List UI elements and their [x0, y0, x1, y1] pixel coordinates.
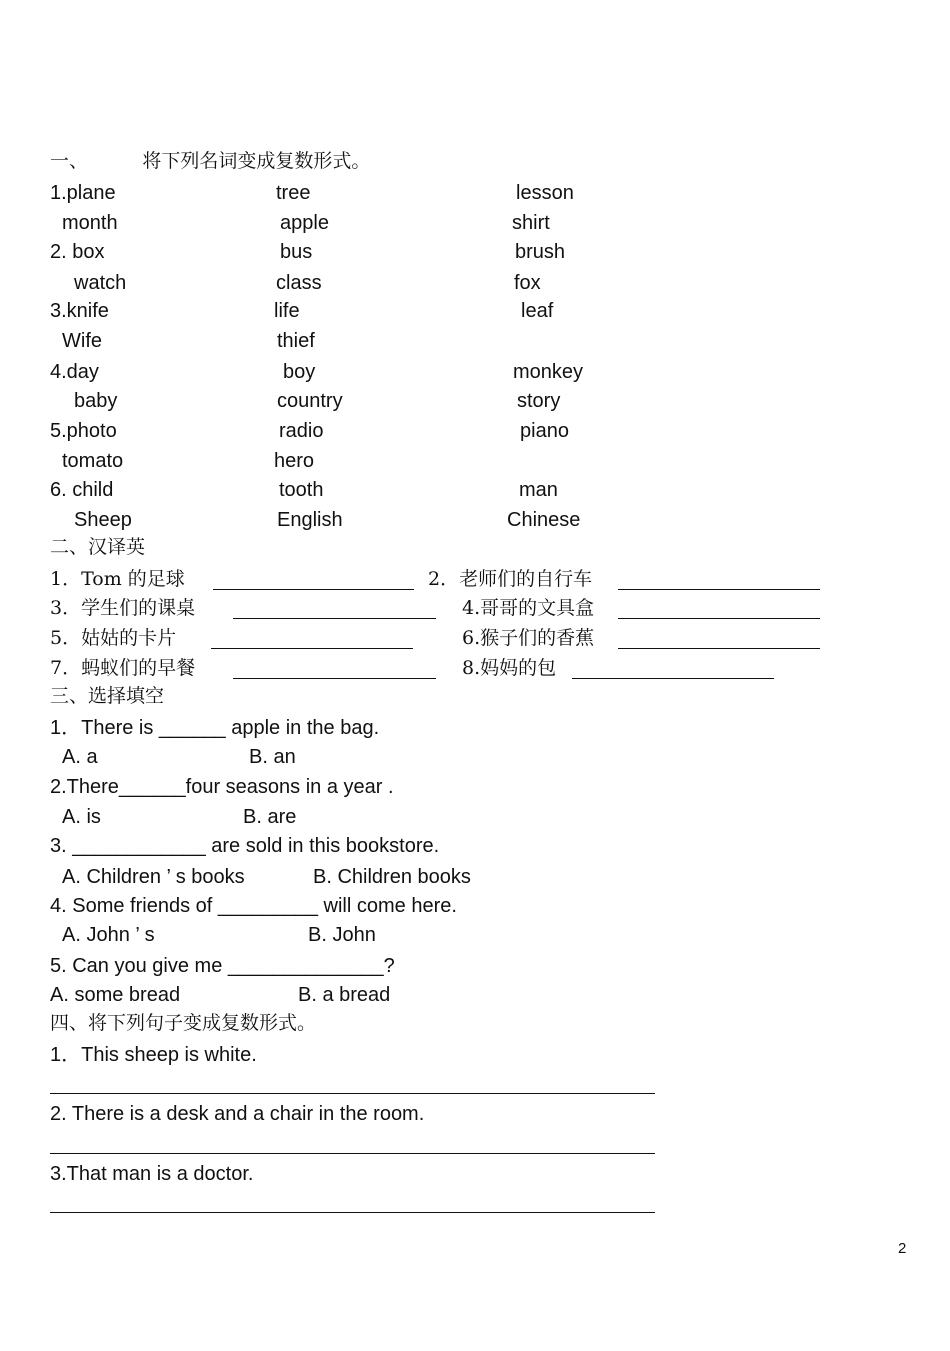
- word: man: [519, 479, 558, 501]
- word: piano: [520, 420, 569, 442]
- page-number: 2: [898, 1240, 907, 1257]
- option-b[interactable]: B. Children books: [313, 866, 471, 888]
- option-a[interactable]: A. John ’ s: [62, 924, 155, 946]
- word: thief: [277, 330, 315, 352]
- answer-blank[interactable]: [618, 618, 820, 619]
- word: boy: [283, 361, 316, 383]
- option-a[interactable]: A. Children ’ s books: [62, 866, 245, 888]
- option-b[interactable]: B. John: [308, 924, 376, 946]
- word: leaf: [521, 300, 554, 322]
- word: tomato: [62, 450, 124, 472]
- word: tooth: [279, 479, 324, 501]
- word: 1.plane: [50, 182, 116, 204]
- translate-item: 1．Tom 的足球: [50, 568, 185, 590]
- word: apple: [280, 212, 329, 234]
- word: English: [277, 509, 343, 531]
- word: lesson: [516, 182, 574, 204]
- answer-blank[interactable]: [233, 678, 436, 679]
- question-text: 1．There is ______ apple in the bag.: [50, 717, 380, 739]
- question-text: 5. Can you give me ______________?: [50, 955, 395, 977]
- word: country: [277, 390, 343, 412]
- sentence-prompt: 3.That man is a doctor.: [50, 1163, 254, 1185]
- word: brush: [515, 241, 566, 263]
- question-text: 4. Some friends of _________ will come here.: [50, 895, 457, 917]
- answer-line[interactable]: [50, 1093, 655, 1094]
- word: story: [517, 390, 561, 412]
- word: 6. child: [50, 479, 114, 501]
- translate-item: 5．姑姑的卡片: [50, 627, 177, 649]
- translate-item: 3．学生们的课桌: [50, 597, 196, 619]
- word: radio: [279, 420, 324, 442]
- option-b[interactable]: B. a bread: [298, 984, 391, 1006]
- section1-title: 一、 将下列名词变成复数形式。: [50, 150, 371, 172]
- word: fox: [514, 272, 541, 294]
- answer-blank[interactable]: [572, 678, 774, 679]
- option-b[interactable]: B. are: [243, 806, 297, 828]
- question-text: 2.There______four seasons in a year .: [50, 776, 394, 798]
- word: 4.day: [50, 361, 99, 383]
- answer-blank[interactable]: [618, 648, 820, 649]
- answer-line[interactable]: [50, 1212, 655, 1213]
- answer-blank[interactable]: [618, 589, 820, 590]
- answer-blank[interactable]: [213, 589, 414, 590]
- word: tree: [276, 182, 311, 204]
- translate-item: 2．老师们的自行车: [428, 568, 593, 590]
- answer-blank[interactable]: [233, 618, 436, 619]
- word: Sheep: [74, 509, 132, 531]
- word: life: [274, 300, 300, 322]
- word: Wife: [62, 330, 102, 352]
- sentence-prompt: 2. There is a desk and a chair in the room.: [50, 1103, 425, 1125]
- word: hero: [274, 450, 315, 472]
- translate-item: 6.猴子们的香蕉: [462, 627, 595, 649]
- word: 5.photo: [50, 420, 117, 442]
- question-text: 3. ____________ are sold in this bookstore.: [50, 835, 440, 857]
- translate-item: 8.妈妈的包: [462, 657, 557, 679]
- answer-line[interactable]: [50, 1153, 655, 1154]
- option-b[interactable]: B. an: [249, 746, 296, 768]
- word: baby: [74, 390, 118, 412]
- section2-title: 二、汉译英: [50, 536, 146, 558]
- word: shirt: [512, 212, 550, 234]
- word: watch: [74, 272, 127, 294]
- section3-title: 三、选择填空: [50, 685, 165, 707]
- word: bus: [280, 241, 313, 263]
- option-a[interactable]: A. is: [62, 806, 101, 828]
- word: Chinese: [507, 509, 581, 531]
- word: 3.knife: [50, 300, 109, 322]
- section4-title: 四、将下列句子变成复数形式。: [50, 1012, 317, 1034]
- option-a[interactable]: A. a: [62, 746, 98, 768]
- word: class: [276, 272, 322, 294]
- word: 2. box: [50, 241, 105, 263]
- translate-item: 4.哥哥的文具盒: [462, 597, 595, 619]
- answer-blank[interactable]: [211, 648, 413, 649]
- word: monkey: [513, 361, 584, 383]
- word: month: [62, 212, 118, 234]
- translate-item: 7．蚂蚁们的早餐: [50, 657, 196, 679]
- sentence-prompt: 1．This sheep is white.: [50, 1044, 257, 1066]
- option-a[interactable]: A. some bread: [50, 984, 181, 1006]
